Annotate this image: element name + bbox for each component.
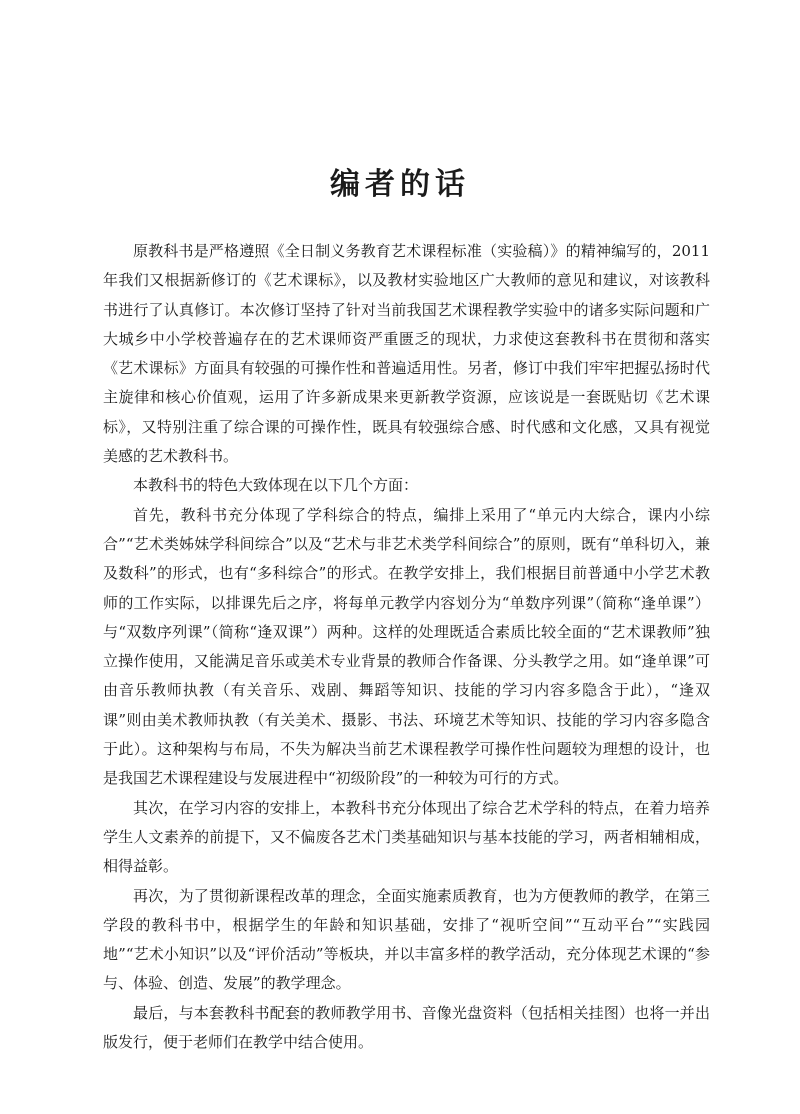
page-title: 编者的话 (330, 167, 470, 202)
paragraph-intro: 原教科书是严格遵照《全日制义务教育艺术课程标准（实验稿）》的精神编写的，2011 年我们又根据新修订的《艺术课标》，以及教材实验地区广大教师的意见和建议，对该教科书进行了认真修订。本次修订坚持了针对当前我国艺术课程教学实验中的诸多实际问题和广大城乡中小学校普遍存在的艺术课师资严重匮乏的现状，力求使这套教科书在贯彻和落实《艺术课标》方面具有较强的可操作性和普遍适用性。另者，修订中我们牢牢把握弘扬时代主旋律和核心价值观，运用了许多新成果来更新教学资源，应该说是一套既贴切《艺术课标》，又特别注重了综合课的可操作性，既具有较强综合感、时代感和文化感，又具有视觉美感的艺术教科书。 (103, 242, 710, 466)
paragraph-third: 再次，为了贯彻新课程改革的理念，全面实施素质教育，也为方便教师的教学，在第三学段的教科书中，根据学生的年龄和知识基础，安排了“视听空间”“互动平台”“实践园地”“艺术小知识”以及“评价活动”等板块，并以丰富多样的教学活动，充分体现艺术课的“参与、体验、创造、发展”的教学理念。 (103, 886, 710, 993)
paragraph-first: 首先，教科书充分体现了学科综合的特点，编排上采用了“单元内大综合，课内小综合”“艺术类姊妹学科间综合”以及“艺术与非艺术类学科间综合”的原则，既有“单科切入，兼及数科”的形式，也有“多科综合”的形式。在教学安排上，我们根据目前普通中小学艺术教师的工作实际，以排课先后之序，将每单元教学内容划分为“单数序列课”（简称“逢单课”）与“双数序列课”（简称“逢双课”）两种。这样的处理既适合素质比较全面的“艺术课教师”独立操作使用，又能满足音乐或美术专业背景的教师合作备课、分头教学之用。如“逢单课”可由音乐教师执教（有关音乐、戏剧、舞蹈等知识、技能的学习内容多隐含于此），“逢双课”则由美术教师执教（有关美术、摄影、书法、环境艺术等知识、技能的学习内容多隐含于此）。这种架构与布局，不失为解决当前艺术课程教学可操作性问题较为理想的设计，也是我国艺术课程建设与发展进程中“初级阶段”的一种较为可行的方式。 (103, 505, 710, 788)
document-body (103, 237, 710, 1057)
paragraph-features-lead: 本教科书的特色大致体现在以下几个方面： (133, 476, 419, 495)
paragraph-second: 其次，在学习内容的安排上，本教科书充分体现出了综合艺术学科的特点，在着力培养学生人文素养的前提下，又不偏废各艺术门类基础知识与基本技能的学习，两者相辅相成，相得益彰。 (103, 798, 710, 876)
paragraph-last: 最后，与本套教科书配套的教师教学用书、音像光盘资料（包括相关挂图）也将一并出版发行，便于老师们在教学中结合使用。 (103, 1003, 710, 1052)
